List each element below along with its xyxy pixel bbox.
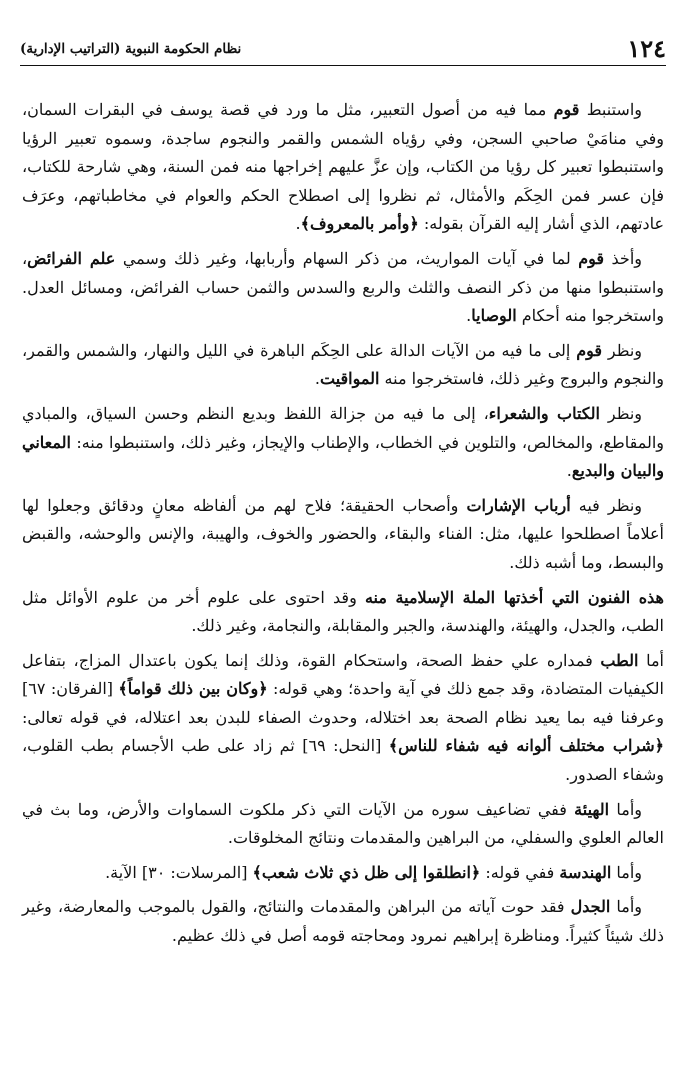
text-run: وأما	[610, 897, 643, 917]
paragraph-geometry	[22, 859, 664, 888]
paragraph-ancient-sciences	[22, 584, 664, 641]
paragraph-inheritance	[22, 245, 664, 331]
text-run: مما فيه من أصول التعبير، مثل ما ورد في قصة يوسف في البقرات السمان، وفي منامَيْ صاحبي السجن، وفي رؤياه الشمس والقمر والنجوم ساجدة، وسموه تعبير الرؤيا واستنبطوا تعبير كل رؤيا من الكتاب، وإن عزَّ عليهم إخراجها منه فمن السنة، وهي شارحة للكتاب، فإن عسر فمن الحِكَم والأمثال، ثم نظروا إلى اصطلاح الحكم والعوام في مخاطباتهم، وعرَف عادتهم، الذي أشار إليه القرآن بقوله:	[22, 100, 664, 234]
text-run: ونظر	[599, 403, 643, 423]
bold-term: الوصايا	[471, 306, 517, 326]
text-run: .	[466, 306, 472, 326]
bold-term: أرباب الإشارات	[466, 495, 571, 515]
bold-term: ﴿انطلقوا إلى ظل ذي ثلاث شعب﴾	[252, 862, 481, 882]
bold-term: قوم	[578, 248, 605, 268]
text-run: .	[314, 369, 320, 389]
text-run: وأصحاب الحقيقة؛ فلاح لهم من ألفاظه معانٍ ودقائق وجعلوا لها أعلاماً اصطلحوا عليها، مثل: الفناء والبقاء، والحضور والخوف، والهيبة، والإنس والوحشه، والقبض والبسط، وما أشبه ذلك.	[22, 495, 664, 572]
bold-term: ﴿وكان بين ذلك قواماً﴾	[118, 679, 268, 699]
bold-term: ﴿وأمر بالمعروف﴾	[300, 214, 419, 234]
bold-term: هذه الفنون التي أخذتها الملة الإسلامية منه	[364, 587, 664, 607]
bold-term: الجدل	[570, 897, 611, 917]
text-run: أما	[638, 650, 664, 670]
book-page	[16, 36, 672, 957]
paragraph-astronomy-times	[22, 337, 664, 394]
text-run: إلى ما فيه من الآيات الدالة على الحِكَم الباهرة في الليل والنهار، والشمس والقمر، والنجوم والبروج وغير ذلك، فاستخرجوا منه	[22, 340, 664, 389]
paragraph-medicine	[22, 647, 664, 790]
text-run: ، إلى ما فيه من جزالة اللفظ وبديع النظم وحسن السياق، والمبادي والمقاطع، والمخالص، والتلوين في الخطاب، والإطناب والإيجاز، وغير ذلك، واستنبطوا منه:	[22, 403, 664, 452]
text-run: ففي قوله:	[480, 862, 560, 882]
bold-term: الطب	[600, 650, 639, 670]
text-run: فمداره علي حفظ الصحة، واستحكام القوة، وذلك إنما يكون باعتدال المزاج، بتفاعل الكيفيات المتضادة، وقد جمع ذلك في آية واحدة؛ وهي قوله:	[22, 650, 664, 699]
text-run: ، واستنبطوا منها من ذكر النصف والثلث والربع والسدس والثمن حساب الفرائض، ومسائل العدل. واستخرجوا منه أحكام	[22, 248, 664, 326]
text-run: وأما	[609, 799, 643, 819]
bold-term: المواقيت	[319, 369, 380, 389]
text-run: ونظر فيه	[570, 495, 643, 515]
running-title: نظام الحكومة النبوية (التراتيب الإدارية)	[20, 41, 242, 57]
text-run: ففي تضاعيف سوره من الآيات التي ذكر ملكوت السماوات والأرض، وما بث في العالم العلوي والسفلي، من البراهين والمقدمات ونتائج المخلوقات.	[22, 799, 664, 848]
bold-term: ﴿شراب مختلف ألوانه فيه شفاء للناس﴾	[388, 736, 664, 756]
paragraph-dialectics	[22, 893, 664, 950]
text-run: [الفرقان: ٦٧] وعرفنا فيه بما يعيد نظام الصحة بعد اختلاله، وحدوث الصفاء للبدن بعد اعتلاله، في قوله تعالى:	[22, 679, 664, 727]
text-run: فقد حوت آياته من البراهن والمقدمات والنتائج، والقول بالموجب والمعارضة، وغير ذلك شيئاً كثيراً. ومناظرة إبراهيم نمرود ومحاجته قومه أصل في ذلك عظيم.	[22, 897, 664, 946]
text-run: لما في آيات المواريث، من ذكر السهام وأربابها، وغير ذلك وسمي	[115, 248, 579, 268]
text-run: وأخذ	[604, 248, 642, 268]
page-header	[20, 36, 666, 66]
paragraph-cosmology	[22, 796, 664, 853]
paragraph-dream-interpretation	[22, 96, 664, 239]
text-run: .	[295, 214, 301, 234]
bold-term: الكتاب والشعراء	[488, 403, 600, 423]
bold-term: قوم	[576, 340, 603, 360]
bold-term: المعاني والبيان والبديع	[22, 432, 664, 481]
text-run: واستنبط	[579, 100, 642, 119]
text-run: .	[566, 461, 572, 481]
text-run: ونظر	[602, 340, 643, 360]
bold-term: الهندسة	[559, 862, 612, 882]
paragraph-rhetoric	[22, 400, 664, 486]
text-run: وقد احتوى على علوم أخر من علوم الأوائل مثل الطب، والجدل، والهيئة، والهندسة، والجبر والمقابلة، والنجامة، وغير ذلك.	[22, 587, 664, 636]
bold-term: قوم	[553, 100, 580, 119]
text-run: [النحل: ٦٩] ثم زاد على طب الأجسام بطب القلوب، وشفاء الصدور.	[22, 736, 664, 785]
page-body	[16, 96, 672, 951]
paragraph-sufism	[22, 492, 664, 578]
bold-term: علم الفرائض	[27, 248, 116, 268]
text-run: وأما	[611, 862, 642, 882]
text-run: [المرسلات: ٣٠] الآية.	[105, 862, 253, 882]
page-number: ١٢٤	[627, 34, 666, 63]
bold-term: الهيئة	[574, 799, 610, 819]
